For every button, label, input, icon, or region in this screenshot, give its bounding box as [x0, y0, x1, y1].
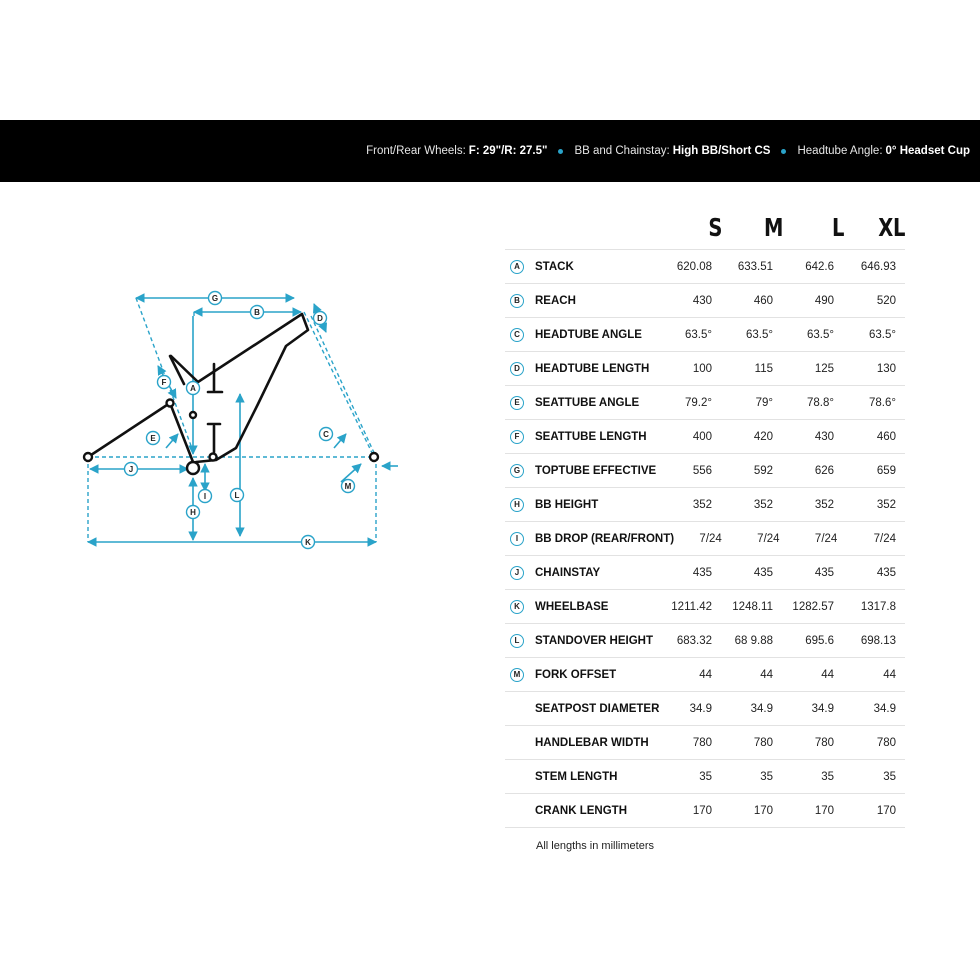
table-row: [505, 760, 905, 794]
row-value: 780: [753, 736, 773, 749]
table-row: [505, 590, 905, 624]
diagram-badge-E: [147, 432, 160, 445]
table-row: [505, 556, 905, 590]
row-letter-badge: K: [510, 600, 524, 614]
row-value: 460: [876, 430, 896, 443]
svg-text:I: I: [203, 492, 207, 501]
pivot: [210, 454, 217, 461]
row-label: HEADTUBE LENGTH: [535, 362, 650, 375]
svg-text:D: D: [317, 314, 323, 323]
diagram-badge-B: [251, 306, 264, 319]
size-header-xl: XL: [878, 212, 905, 242]
row-value: 7/24: [873, 532, 896, 545]
row-letter-badge: C: [510, 328, 524, 342]
size-header-l: L: [831, 212, 844, 242]
row-value: 100: [692, 362, 712, 375]
svg-text:H: H: [190, 508, 196, 517]
spec-wheels: [366, 145, 547, 157]
front-axle: [370, 453, 378, 461]
spec-bb-label: BB and Chainstay:: [574, 145, 670, 157]
row-value: 35: [760, 770, 773, 783]
seat-stay: [88, 403, 170, 457]
dim-seatangle: [166, 434, 178, 448]
row-label: STEM LENGTH: [535, 770, 618, 783]
row-value: 170: [692, 804, 712, 817]
row-value: 125: [814, 362, 834, 375]
table-row: [505, 250, 905, 284]
row-value: 646.93: [860, 260, 896, 273]
table-row: [505, 488, 905, 522]
diagram-badge-A: [187, 382, 200, 395]
row-label: TOPTUBE EFFECTIVE: [535, 464, 657, 477]
row-value: 490: [814, 294, 834, 307]
row-value: 170: [814, 804, 834, 817]
diagram-badge-I: [199, 490, 212, 503]
row-letter-badge: I: [510, 532, 524, 546]
spec-wheels-label: Front/Rear Wheels:: [366, 145, 466, 157]
row-value: 626: [814, 464, 834, 477]
row-value: 35: [699, 770, 712, 783]
row-value: 1211.42: [671, 600, 712, 613]
row-letter-badge: M: [510, 668, 524, 682]
diagram-badge-D: [314, 312, 327, 325]
row-letter-badge: J: [510, 566, 524, 580]
row-value: 35: [821, 770, 834, 783]
row-value: 115: [754, 362, 773, 375]
row-value: 34.9: [811, 702, 834, 715]
link-pivot: [167, 400, 174, 407]
row-value: 698.13: [860, 634, 896, 647]
row-letter-badge: G: [510, 464, 524, 478]
row-label: HEADTUBE ANGLE: [535, 328, 642, 341]
row-value: 780: [876, 736, 896, 749]
spec-bb-value: High BB/Short CS: [672, 145, 771, 157]
diagram-badge-F: [158, 376, 171, 389]
row-badge-spacer: [510, 736, 524, 750]
row-badge-spacer: [510, 702, 524, 716]
table-row: [505, 692, 905, 726]
row-value: 460: [753, 294, 773, 307]
row-value: 633.51: [737, 260, 773, 273]
row-value: 435: [753, 566, 773, 579]
dim-headangle: [334, 434, 346, 448]
row-value: 7/24: [699, 532, 722, 545]
svg-text:C: C: [323, 430, 329, 439]
rocker-link: [170, 403, 193, 462]
row-letter-badge: F: [510, 430, 524, 444]
row-value: 556: [692, 464, 712, 477]
row-value: 34.9: [750, 702, 773, 715]
row-value: 400: [692, 430, 712, 443]
row-value: 63.5°: [869, 328, 896, 341]
row-value: 1248.11: [732, 600, 773, 613]
row-value: 642.6: [805, 260, 834, 273]
row-value: 79.2°: [685, 396, 712, 409]
diagram-badge-L: [231, 489, 244, 502]
row-label: CRANK LENGTH: [535, 804, 627, 817]
row-value: 520: [876, 294, 896, 307]
svg-text:G: G: [211, 294, 219, 303]
spec-headtube-label: Headtube Angle:: [797, 145, 883, 157]
row-value: 420: [753, 430, 773, 443]
table-row: [505, 420, 905, 454]
row-value: 170: [753, 804, 773, 817]
size-header-row: [505, 205, 905, 250]
table-row: [505, 658, 905, 692]
row-value: 695.6: [805, 634, 834, 647]
table-row: [505, 318, 905, 352]
row-value: 352: [814, 498, 834, 511]
svg-text:E: E: [150, 434, 156, 443]
spec-headtube: [797, 145, 970, 157]
row-label: SEATTUBE ANGLE: [535, 396, 640, 409]
row-letter-badge: A: [510, 260, 524, 274]
row-value: 170: [876, 804, 896, 817]
row-value: 592: [753, 464, 773, 477]
rear-axle: [84, 453, 92, 461]
spec-wheels-value: F: 29"/R: 27.5": [468, 145, 548, 157]
diagram-badge-G: [209, 292, 222, 305]
bottom-bracket: [187, 462, 199, 474]
row-value: 63.5°: [807, 328, 834, 341]
row-letter-badge: D: [510, 362, 524, 376]
row-value: 620.08: [676, 260, 712, 273]
row-letter-badge: L: [510, 634, 524, 648]
row-letter-badge: B: [510, 294, 524, 308]
row-label: HANDLEBAR WIDTH: [535, 736, 649, 749]
row-label: REACH: [535, 294, 576, 307]
table-row: [505, 352, 905, 386]
row-value: 78.8°: [807, 396, 834, 409]
row-value: 7/24: [814, 532, 838, 545]
row-value: 44: [821, 668, 834, 681]
row-value: 683.32: [676, 634, 712, 647]
size-header-m: M: [763, 212, 783, 242]
row-value: 430: [692, 294, 712, 307]
row-value: 659: [876, 464, 896, 477]
row-value: 1282.57: [792, 600, 834, 613]
row-value: 79°: [755, 396, 773, 409]
row-value: 352: [753, 498, 773, 511]
row-value: 352: [876, 498, 896, 511]
row-value: 44: [760, 668, 773, 681]
svg-text:M: M: [344, 482, 352, 491]
row-label: BB HEIGHT: [535, 498, 599, 511]
svg-text:K: K: [305, 538, 311, 547]
shock-pivot: [190, 412, 196, 418]
shock: [208, 364, 222, 452]
svg-text:L: L: [234, 491, 240, 500]
table-row: [505, 386, 905, 420]
diagram-badge-H: [187, 506, 200, 519]
frame-geometry-diagram: [76, 286, 406, 556]
size-header-s: S: [708, 212, 722, 242]
diagram-badge-C: [320, 428, 333, 441]
row-badge-spacer: [510, 804, 524, 818]
row-badge-spacer: [510, 770, 524, 784]
row-value: 780: [692, 736, 712, 749]
diagram-badge-M: [342, 480, 355, 493]
row-value: 35: [883, 770, 896, 783]
row-value: 352: [692, 498, 712, 511]
table-row: [505, 624, 905, 658]
row-value: 435: [876, 566, 896, 579]
svg-text:J: J: [128, 465, 134, 474]
row-value: 435: [814, 566, 834, 579]
row-label: FORK OFFSET: [535, 668, 617, 681]
units-note: All lengths in millimeters: [536, 840, 654, 852]
row-letter-badge: E: [510, 396, 524, 410]
row-label: CHAINSTAY: [535, 566, 601, 579]
row-letter-badge: H: [510, 498, 524, 512]
row-value: 63.5°: [685, 328, 712, 341]
svg-text:B: B: [254, 308, 260, 317]
geometry-rows: [505, 250, 905, 828]
row-value: 1317.8: [860, 600, 896, 613]
row-value: 44: [883, 668, 896, 681]
diagram-badge-J: [125, 463, 138, 476]
row-label: STANDOVER HEIGHT: [535, 634, 653, 647]
row-value: 34.9: [873, 702, 896, 715]
row-value: 430: [814, 430, 834, 443]
row-value: 130: [876, 362, 896, 375]
row-value: 44: [699, 668, 712, 681]
svg-text:F: F: [161, 378, 167, 387]
spec-bb-chainstay: [574, 145, 770, 157]
row-label: WHEELBASE: [535, 600, 609, 613]
separator-dot: [781, 149, 786, 154]
table-row: [505, 454, 905, 488]
row-label: BB DROP (REAR/FRONT): [535, 532, 675, 545]
table-row: [505, 522, 905, 556]
row-label: SEATPOST DIAMETER: [535, 702, 660, 715]
row-value: 78.6°: [869, 396, 896, 409]
diagram-badge-K: [302, 536, 315, 549]
row-value: 435: [692, 566, 712, 579]
row-label: STACK: [535, 260, 574, 273]
svg-text:A: A: [190, 384, 196, 393]
row-value: 780: [814, 736, 834, 749]
spec-banner: [0, 120, 980, 182]
row-value: 63.5°: [746, 328, 773, 341]
row-label: SEATTUBE LENGTH: [535, 430, 647, 443]
table-row: [505, 726, 905, 760]
geometry-table: [505, 205, 905, 852]
row-value: 7/24: [757, 532, 780, 545]
row-value: 68 9.88: [734, 634, 773, 647]
spec-headtube-value: 0° Headset Cup: [885, 145, 970, 157]
dim-fork-offset: [341, 464, 361, 482]
table-row: [505, 794, 905, 828]
row-value: 34.9: [689, 702, 712, 715]
separator-dot: [558, 149, 563, 154]
table-row: [505, 284, 905, 318]
